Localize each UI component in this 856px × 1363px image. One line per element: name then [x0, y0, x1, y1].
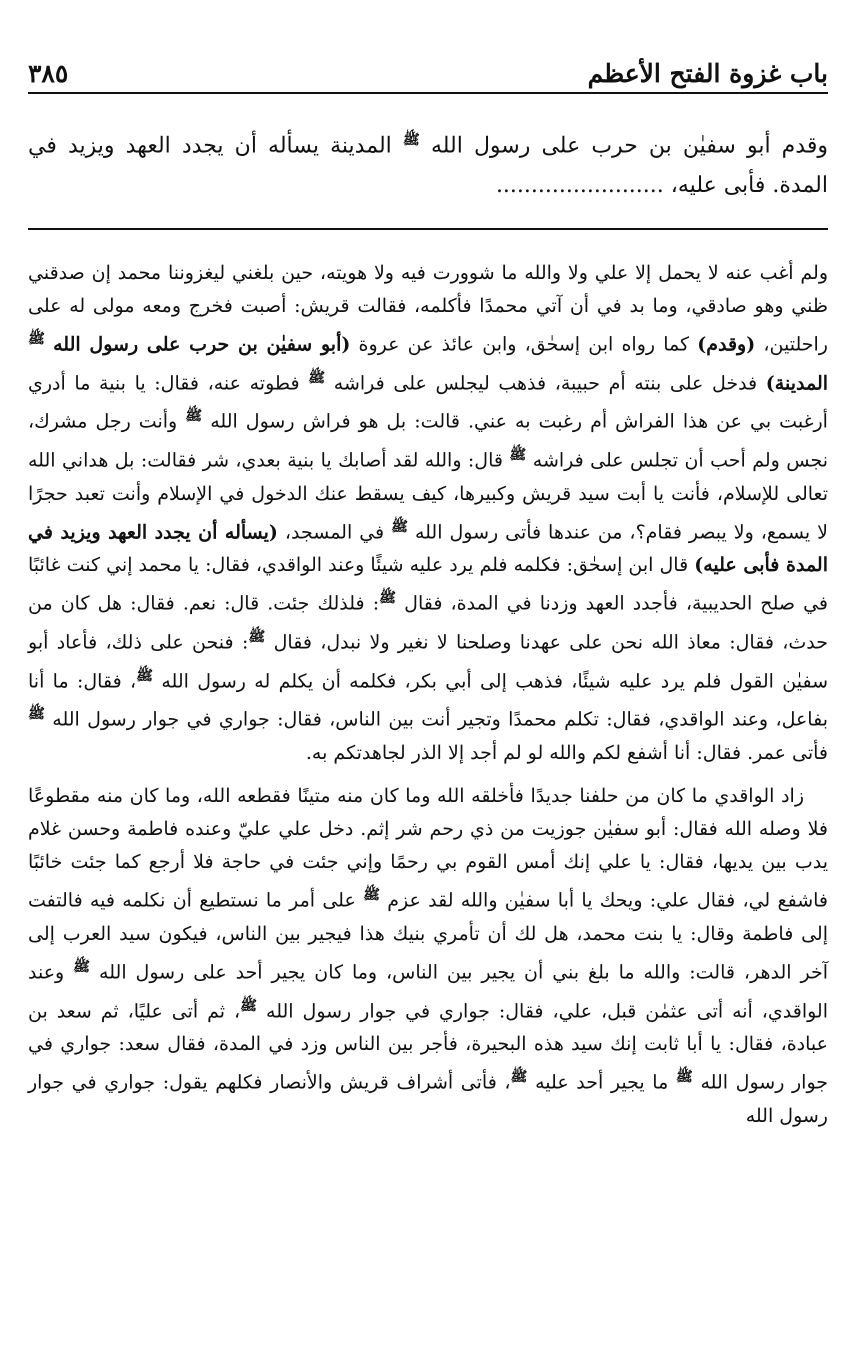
p1-text: ولم أغب عنه لا يحمل إلا علي ولا والله ما شوورت فيه ولا هويته، حين بلغني ليغزوننا محمد إن صدقني ظني وهو صادقي، وما بد في أن آتي محمدًا فأكلمه، فقالت قريش: أصبت فخرج ومعه مولى له على راحلتين،: [28, 262, 828, 356]
honorific-glyph: ﷺ: [28, 331, 45, 348]
p2-text: ما يجير أحد عليه: [535, 1071, 669, 1094]
p2-text: على أمر ما نستطيع أن نكلمه فيه فالتفت إلى فاطمة وقال: يا بنت محمد، هل لك أن تأمري بنيك هذا فيجير بين الناس، فيكون سيد العرب إلى آخر الدهر، قالت: والله ما بلغ بني أن يجير بين الناس، وما كان يجير أحد على رسول الله: [28, 889, 828, 984]
p1-text: قال ابن إسحٰق: فكلمه فلم يرد عليه شيئًا وعند الواقدي، فقال: يا محمد إني كنت غائبًا في صلح الحديبية، فأجدد العهد وزدنا في المدة، فقال: [28, 554, 828, 615]
chapter-title: باب غزوة الفتح الأعظم: [587, 59, 828, 88]
p2-text: وعند الواقدي، أنه أتى عثمٰن قبل، علي، فقال: جواري في جوار رسول الله: [28, 961, 828, 1022]
honorific-glyph: ﷺ: [363, 887, 381, 904]
p1-text: فدخل على بنته أم حبيبة، فذهب ليجلس على فراشه: [333, 372, 758, 395]
honorific-glyph: ﷺ: [240, 997, 258, 1014]
quoted-matn: [28, 120, 828, 206]
p1-text: فطوته عنه، فقال: يا بنية ما أدري أرغبت بي عن هذا الفراش أم رغبت به عني. قالت: بل هو فراش رسول الله: [28, 372, 828, 433]
p1-bold: (أبو سفيٰن بن حرب على رسول الله: [53, 333, 351, 356]
honorific-glyph: ﷺ: [402, 132, 420, 148]
honorific-glyph: ﷺ: [73, 959, 91, 976]
honorific-glyph: ﷺ: [379, 590, 397, 607]
p1-text: في المسجد،: [284, 521, 385, 544]
paragraph-2: [28, 780, 828, 1133]
honorific-glyph: ﷺ: [248, 629, 266, 645]
p1-text: ، فقال: ما أنا بفاعل، وعند الواقدي، فقال: تكلم محمدًا وتجير أنت بين الناس، فقال: جواري في جوار رسول الله: [28, 669, 828, 731]
quote-text-2: المدينة يسأله أن يجدد العهد ويزيد في المدة. فأبى عليه،: [28, 133, 828, 199]
quote-text-1: وقدم أبو سفيٰن بن حرب على رسول الله: [430, 133, 828, 159]
honorific-glyph: ﷺ: [509, 447, 527, 463]
p1-text: : فنحن على ذلك، فأعاد أبو سفيٰن القول فلم يرد عليه شيئًا، فذهب إلى أبي بكر، فكلمه أن يكلم له رسول الله: [28, 631, 828, 692]
commentary-body: [28, 257, 828, 1133]
quote-dots: ........................: [495, 173, 664, 199]
document-page: [28, 0, 828, 1363]
p1-text: : فلذلك جئت. قال: نعم. فقال: هل كان من حدث، فقال: معاذ الله نحن على عهدنا وصلحنا لا نغير ولا نبدل، فقال: [28, 592, 828, 654]
honorific-glyph: ﷺ: [510, 1069, 528, 1086]
honorific-glyph: ﷺ: [391, 518, 408, 535]
paragraph-1: [28, 257, 828, 770]
honorific-glyph: ﷺ: [136, 667, 154, 684]
page-header: [28, 50, 828, 94]
page-number: ٣٨٥: [28, 59, 69, 88]
separator-rule: [28, 228, 828, 230]
honorific-glyph: ﷺ: [185, 408, 203, 425]
honorific-glyph: ﷺ: [28, 706, 45, 723]
p2-text: ، ثم أتى عليًا، ثم سعد بن عبادة، فقال: يا أبا ثابت إنك سيد هذه البحيرة، فأجر بين الناس وزد في المدة، فقال سعد: جواري في جوار رسول الله: [28, 1000, 829, 1094]
p1-bold: (يسأله أن يجدد العهد ويزيد في المدة فأبى عليه): [28, 521, 828, 577]
honorific-glyph: ﷺ: [675, 1069, 693, 1086]
p1-text: وأنت رجل مشرك، نجس ولم أحب أن تجلس على فراشه: [28, 410, 829, 472]
p2-text: زاد الواقدي ما كان من حلفنا جديدًا فأخلقه الله وما كان منه متينًا فقطعه الله، وما كان منه مقطوعًا فلا وصله الله فقال: أبو سفيٰن جوزيت من ذي رحم شر إثم. دخل علي عليّ وعنده فاطمة وحسن غلام يدب بين يديها، فقال: يا علي إنك أمس القوم بي رحمًا وإني جئت في حاجة فلا أرجع كما جئت خائبًا فاشفع لي، فقال علي: ويحك يا أبا سفيٰن والله لقد عزم: [28, 784, 829, 912]
honorific-glyph: ﷺ: [308, 369, 326, 386]
p1-text: قال: والله لقد أصابك يا بنية بعدي، شر فقالت: بل هداني الله تعالى للإسلام، فأنت يا أبت سيد قريش وكبيرها، كيف يسقط عنك الدخول في الإسلام وأنت تعبد حجرًا لا يسمع، ولا يبصر فقام؟، من عندها فأتى رسول الله: [28, 449, 828, 544]
p1-bold: المدينة): [765, 372, 829, 395]
p1-text: فأتى عمر. فقال: أنا أشفع لكم والله لو لم أجد إلا الذر لجاهدتكم به.: [305, 741, 828, 764]
p1-bold: (وقدم): [697, 333, 756, 356]
p1-text: كما رواه ابن إسحٰق، وابن عائذ عن عروة: [358, 333, 690, 356]
p2-text: ، فأتى أشراف قريش والأنصار فكلهم يقول: جواري في جوار رسول الله: [28, 1071, 828, 1127]
